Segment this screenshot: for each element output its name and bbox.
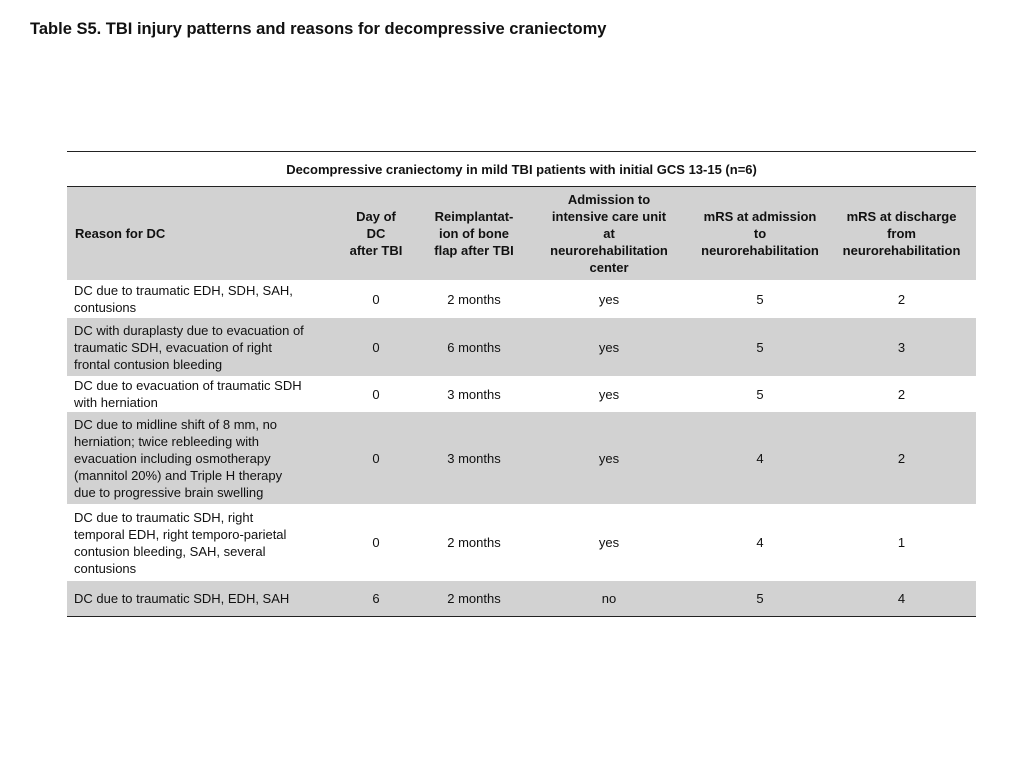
reason-line: with herniation — [74, 395, 158, 410]
super-header: Decompressive craniectomy in mild TBI patients with initial GCS 13-15 (n=6) — [67, 152, 976, 187]
reason-cell — [67, 412, 329, 504]
header-line: from — [887, 226, 916, 241]
header-line: flap after TBI — [434, 243, 514, 258]
mrs-admission-cell: 5 — [693, 581, 827, 617]
table-row — [67, 280, 976, 318]
header-line: neurorehabilitation — [701, 243, 819, 258]
admission-cell: no — [525, 581, 693, 617]
column-header-row — [67, 187, 976, 281]
header-line: Reimplantat- — [434, 209, 514, 224]
mrs-admission-cell: 5 — [756, 291, 764, 307]
mrs-discharge-cell: 2 — [897, 386, 906, 402]
reimplantation-cell: 6 months — [423, 318, 525, 376]
reason-line: traumatic SDH, evacuation of right — [74, 339, 272, 355]
header-mrs-admission — [693, 187, 827, 281]
header-line: Day of — [356, 209, 396, 224]
mrs-admission-cell: 4 — [756, 535, 764, 550]
header-line: to — [753, 226, 767, 241]
reason-line: (mannitol 20%) and Triple H therapy — [74, 467, 283, 483]
mrs-discharge-cell: 2 — [897, 291, 906, 307]
header-line: at — [603, 226, 615, 241]
reason-line: evacuation including osmotherapy — [74, 450, 271, 466]
reimplantation-cell: 3 months — [447, 386, 501, 402]
dc-table — [67, 151, 976, 617]
reason-line: contusions — [74, 300, 137, 315]
header-line: mRS at admission — [703, 209, 817, 224]
admission-cell: yes — [598, 291, 620, 307]
header-reason — [67, 187, 329, 281]
reimplantation-cell: 2 months — [423, 581, 525, 617]
day-cell: 0 — [329, 412, 423, 504]
reimplantation-cell: 2 months — [447, 535, 501, 550]
day-cell: 6 — [329, 581, 423, 617]
header-line: neurorehabilitation — [842, 243, 961, 258]
header-line: center — [589, 260, 629, 275]
reason-cell — [67, 318, 329, 376]
reason-line: frontal contusion bleeding — [74, 356, 223, 372]
mrs-discharge-cell: 2 — [827, 412, 976, 504]
reason-line: DC due to midline shift of 8 mm, no — [74, 416, 278, 432]
reason-line: contusions — [74, 560, 137, 576]
header-line: Admission to — [567, 192, 651, 207]
admission-cell: yes — [598, 386, 620, 402]
mrs-admission-cell: 5 — [693, 318, 827, 376]
reason-cell — [67, 376, 329, 412]
reason-line: DC due to evacuation of traumatic SDH — [74, 378, 302, 393]
day-cell: 0 — [372, 535, 380, 550]
mrs-discharge-cell: 1 — [897, 535, 906, 550]
reason-line: DC due to traumatic EDH, SDH, SAH, — [74, 283, 293, 298]
admission-cell: yes — [598, 535, 620, 550]
header-day — [329, 187, 423, 281]
header-line: after TBI — [349, 243, 403, 258]
day-cell: 0 — [372, 386, 380, 402]
super-header-row — [67, 152, 976, 187]
reason-line: contusion bleeding, SAH, several — [74, 543, 266, 559]
reason-line: temporal EDH, right temporo-parietal — [74, 526, 287, 542]
admission-cell: yes — [525, 318, 693, 376]
table-row — [67, 376, 976, 412]
header-line: ion of bone — [438, 226, 510, 241]
reason-line: herniation; twice rebleeding with — [74, 433, 259, 449]
page-title: Table S5. TBI injury patterns and reasons for decompressive craniectomy — [30, 20, 607, 38]
reimplantation-cell: 3 months — [423, 412, 525, 504]
header-line: intensive care unit — [551, 209, 667, 224]
day-cell: 0 — [372, 291, 380, 307]
reason-line: due to progressive brain swelling — [74, 484, 264, 500]
table-row — [67, 504, 976, 581]
header-line: neurorehabilitation — [550, 243, 668, 258]
day-cell: 0 — [329, 318, 423, 376]
reason-cell — [67, 581, 329, 617]
reason-line: DC with duraplasty due to evacuation of — [74, 322, 304, 338]
table-row — [67, 412, 976, 504]
reimplantation-cell: 2 months — [447, 291, 501, 307]
mrs-admission-cell: 4 — [693, 412, 827, 504]
header-line: Reason for DC — [75, 226, 166, 241]
table-row — [67, 318, 976, 376]
mrs-discharge-cell: 4 — [827, 581, 976, 617]
reason-line: DC due to traumatic SDH, right — [74, 509, 254, 525]
mrs-admission-cell: 5 — [756, 386, 764, 402]
header-reimplantation — [423, 187, 525, 281]
reason-cell — [67, 280, 329, 318]
header-line: DC — [366, 226, 386, 241]
header-admission — [525, 187, 693, 281]
header-line: mRS at discharge — [846, 209, 957, 224]
reason-line: DC due to traumatic SDH, EDH, SAH — [74, 591, 290, 606]
mrs-discharge-cell: 3 — [827, 318, 976, 376]
admission-cell: yes — [525, 412, 693, 504]
reason-cell — [67, 504, 329, 581]
header-mrs-discharge — [827, 187, 976, 281]
table-row — [67, 581, 976, 617]
table-container — [67, 151, 976, 617]
